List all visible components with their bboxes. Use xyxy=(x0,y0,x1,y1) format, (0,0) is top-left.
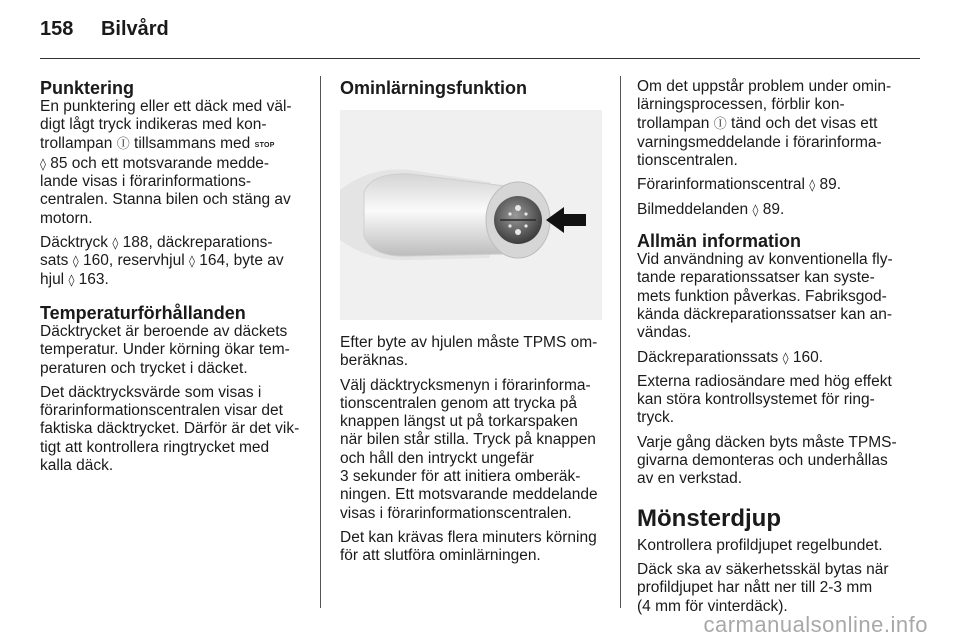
text-line: ningen. Ett motsvarande meddelande xyxy=(340,486,598,504)
page-ref-icon: ◊ xyxy=(112,236,119,251)
text: 160. xyxy=(788,348,824,366)
page-ref-icon: ◊ xyxy=(752,202,759,217)
text-line: Välj däcktrycksmenyn i förarinforma- xyxy=(340,376,591,394)
paragraph-monsterdjup xyxy=(637,537,905,555)
text-line: (4 mm för vinterdäck). xyxy=(637,597,788,615)
text-line: varningsmeddelande i förarinforma- xyxy=(637,133,882,151)
paragraph-varde xyxy=(40,384,308,475)
paragraph-ref-forarinfo xyxy=(637,176,905,194)
paragraph-korning xyxy=(340,529,608,566)
text-line xyxy=(637,115,905,134)
text-line xyxy=(40,155,308,173)
column-3 xyxy=(637,78,905,622)
text: trollampan xyxy=(637,114,714,132)
text: 164, byte av xyxy=(194,252,284,270)
paragraph-profildjup xyxy=(637,561,905,616)
text-line: av en verkstad. xyxy=(637,470,743,488)
text: Däcktryck xyxy=(40,234,113,252)
text-line: förarinformationscentralen visar det xyxy=(40,402,283,420)
text-line xyxy=(637,201,905,219)
text-line: och håll den intryckt ungefär xyxy=(340,449,534,467)
stop-symbol-icon: STOP xyxy=(254,141,275,149)
text-line: peraturen och trycket i däcket. xyxy=(40,359,248,377)
page-number: 158 xyxy=(40,18,74,40)
paragraph-tpms-omberakning xyxy=(340,334,608,371)
text-line: Det däcktrycksvärde som visas i xyxy=(40,383,262,401)
header-rule xyxy=(40,58,920,59)
text-line: tionscentralen genom att trycka på xyxy=(340,394,577,412)
text-line: Om det uppstår problem under omin- xyxy=(637,78,892,95)
text-line: tryck. xyxy=(637,409,675,427)
text-line: givarna demonteras och underhållas xyxy=(637,452,888,470)
text-line: lärningsprocessen, förblir kon- xyxy=(637,96,845,114)
text-line: kända däckreparationssatser kan an- xyxy=(637,305,893,323)
text-line: temperatur. Under körning ökar tem- xyxy=(40,341,290,359)
paragraph-ref-bilmeddelanden xyxy=(637,201,905,219)
paragraph-dacktryck xyxy=(40,234,308,289)
text-line: faktiska däcktrycket. Därför är det vik- xyxy=(40,420,300,438)
wiper-lever-figure xyxy=(340,110,602,320)
text: 160, reservhjul xyxy=(78,252,189,270)
text-line: digt lågt tryck indikeras med kon- xyxy=(40,116,267,134)
column-divider-1 xyxy=(320,76,321,608)
text-line: mets funktion påverkas. Fabriksgod- xyxy=(637,287,887,305)
paragraph-ref-reparationssats xyxy=(637,349,905,367)
text: Förarinformationscentral xyxy=(637,176,810,194)
text-line: Kontrollera profildjupet regelbundet. xyxy=(637,536,883,554)
paragraph-allman xyxy=(637,251,905,342)
text-line xyxy=(40,234,308,252)
text: 89. xyxy=(815,176,842,194)
text: tillsammans med xyxy=(129,134,255,152)
text-line: för att slutföra ominlärningen. xyxy=(340,547,541,565)
paragraph-radiosandare xyxy=(637,373,905,428)
text: 89. xyxy=(758,200,785,218)
text-line: Varje gång däcken byts måste TPMS- xyxy=(637,433,897,451)
text-line: visas i förarinformationscentralen. xyxy=(340,504,572,522)
column-divider-2 xyxy=(620,76,621,608)
text-line: Efter byte av hjulen måste TPMS om- xyxy=(340,334,598,351)
text-line xyxy=(40,252,308,270)
text-line: centralen. Stanna bilen och stäng av xyxy=(40,191,291,209)
paragraph-punktering xyxy=(40,98,308,228)
page-ref-icon: ◊ xyxy=(809,178,816,193)
text-line: knappen längst ut på torkarspaken xyxy=(340,413,578,431)
tire-pressure-lamp-icon: Ⓘ xyxy=(713,116,727,132)
section-title: Bilvård xyxy=(100,18,169,40)
text: Bilmeddelanden xyxy=(637,200,753,218)
text-line xyxy=(637,349,905,367)
text: 188, däckreparations- xyxy=(118,234,273,252)
heading-monsterdjup: Mönsterdjup xyxy=(637,504,781,532)
text-line: Däcktrycket är beroende av däckets xyxy=(40,322,288,340)
text-line: motorn. xyxy=(40,209,93,227)
text-line: En punktering eller ett däck med väl- xyxy=(40,98,292,115)
text: 163. xyxy=(74,270,109,288)
column-1 xyxy=(40,78,308,481)
text-line: 3 sekunder för att initiera omberäk- xyxy=(340,468,581,486)
text-line xyxy=(637,176,905,194)
page-ref-icon: ◊ xyxy=(68,272,75,287)
text: hjul xyxy=(40,270,69,288)
text: tänd och det visas ett xyxy=(726,114,878,132)
watermark: carmanualsonline.info xyxy=(703,612,928,637)
text-line: profildjupet har nått ner till 2-3 mm xyxy=(637,579,873,597)
paragraph-problem xyxy=(637,78,905,170)
text-line: när bilen står stilla. Tryck på knappen xyxy=(340,431,596,449)
page-ref-icon: ◊ xyxy=(40,156,46,171)
paragraph-valj-menyn xyxy=(340,377,608,523)
page-ref-icon: ◊ xyxy=(188,254,195,269)
text-line: beräknas. xyxy=(340,352,409,370)
text: 85 och ett motsvarande medde- xyxy=(45,154,270,172)
wiper-lever-illustration-icon xyxy=(340,110,602,320)
heading-punktering: Punktering xyxy=(40,78,135,98)
text-line: lande visas i förarinformations- xyxy=(40,173,252,191)
text-line: Vid användning av konventionella fly- xyxy=(637,251,893,269)
text-line: tande reparationssatser kan syste- xyxy=(637,269,875,287)
text-line: Det kan krävas flera minuters körning xyxy=(340,528,597,546)
column-2 xyxy=(340,78,608,572)
paragraph-tpms-givare xyxy=(637,434,905,489)
text-line xyxy=(40,271,308,289)
text: sats xyxy=(40,252,73,270)
text-line xyxy=(40,135,308,155)
heading-temperatur: Temperaturförhållanden xyxy=(40,302,246,323)
page-ref-icon: ◊ xyxy=(782,350,789,365)
heading-ominlarning: Ominlärningsfunktion xyxy=(340,78,527,98)
heading-allman: Allmän information xyxy=(637,231,802,252)
tire-pressure-lamp-icon: Ⓘ xyxy=(116,136,130,152)
text-line: kalla däck. xyxy=(40,457,114,475)
page-header xyxy=(40,18,169,41)
text-line: kan störa kontrollsystemet för ring- xyxy=(637,391,875,409)
text-line: Externa radiosändare med hög effekt xyxy=(637,372,892,390)
paragraph-temperatur xyxy=(40,323,308,378)
page-ref-icon: ◊ xyxy=(72,254,79,269)
text: trollampan xyxy=(40,134,117,152)
text: Däckreparationssats xyxy=(637,348,783,366)
text-line: Däck ska av säkerhetsskäl bytas när xyxy=(637,560,889,578)
text-line: tionscentralen. xyxy=(637,152,738,170)
text-line: tigt att kontrollera ringtrycket med xyxy=(40,438,270,456)
text-line: vändas. xyxy=(637,324,692,342)
